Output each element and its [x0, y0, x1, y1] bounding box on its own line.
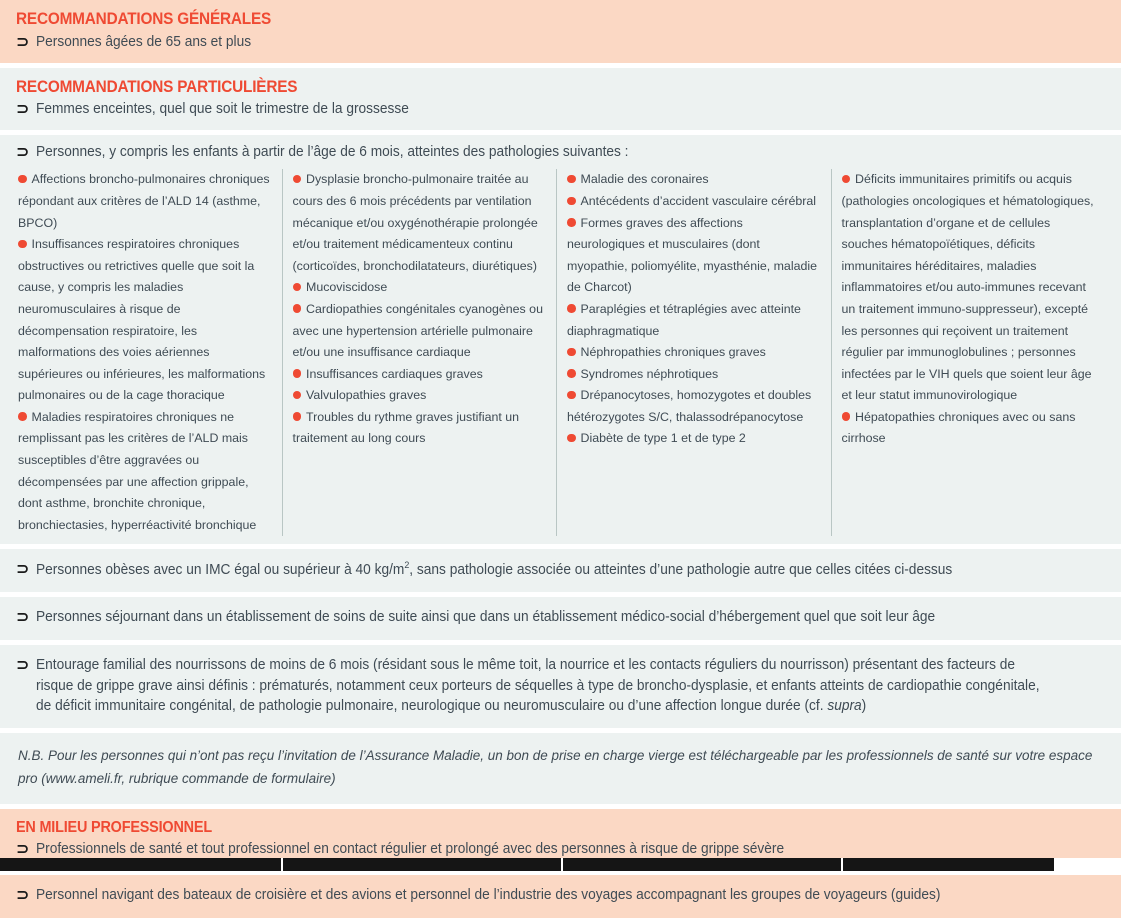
footer-strip — [0, 858, 1121, 871]
section-general — [0, 0, 1121, 63]
bullet-dot-icon — [842, 412, 851, 421]
section-travel-workers — [0, 875, 1121, 918]
pathology-bullet-text: Maladies respiratoires chroniques ne remplissant pas les critères de l’ALD mais susceptibles d’être aggravées ou décompensées par une affection grippale, dont asthme, bronchite chronique, bronchiectasies, hyperréactivité bronchique — [18, 409, 257, 532]
pathology-bullet — [567, 169, 820, 191]
arrow-icon: ⊃ — [16, 144, 30, 162]
pathologies-columns — [16, 169, 1105, 536]
pathology-bullet — [567, 342, 820, 364]
pathology-bullet-text: Néphropathies chroniques graves — [580, 345, 766, 360]
pathology-bullet — [18, 407, 271, 536]
infant-entourage-item-row — [16, 655, 1105, 716]
section-particular-title: RECOMMANDATIONS PARTICULIÈRES — [16, 77, 298, 96]
section-general-title: RECOMMANDATIONS GÉNÉRALES — [16, 10, 272, 28]
pathology-bullet-text: Syndromes néphrotiques — [580, 366, 719, 381]
arrow-icon: ⊃ — [16, 657, 30, 675]
footer-strip-cell — [283, 858, 563, 871]
infant-text-italic: supra — [827, 698, 863, 715]
pathology-bullet-text: Maladie des coronaires — [580, 172, 709, 187]
bullet-dot-icon — [567, 434, 576, 443]
arrow-icon: ⊃ — [16, 561, 30, 579]
obesity-text-part1: Personnes obèses avec un IMC égal ou supérieur à 40 kg/m — [36, 562, 405, 579]
infant-entourage-item-text — [36, 655, 1040, 716]
section-pathologies — [0, 135, 1121, 544]
infant-text-part1: Entourage familial des nourrissons de moins de 6 mois (résidant sous le même toit, la nourrice et les contacts réguliers du nourrisson) présentant des facteurs de risque de grippe grave ainsi définis : prématurés, notamment ceux porteurs de séquelles à type de broncho-dysplasie, et enfants atteints de cardiopathie congénitale, de déficit immunitaire congénital, de pathologie pulmonaire, neurologique ou neuromusculaire ou d’une affection longue durée (cf. — [36, 657, 1040, 715]
pathology-bullet — [842, 169, 1095, 406]
arrow-icon: ⊃ — [16, 841, 30, 859]
footer-strip-cell — [0, 858, 283, 871]
travel-workers-item-row — [16, 885, 1105, 907]
pathology-bullet-text: Dysplasie broncho-pulmonaire traitée au cours des 6 mois précédents par ventilation mécanique et/ou oxygénothérapie prolongée et/ou traitement médicamenteux continu (corticoïdes, bronchodilatateurs, diurétiques) — [292, 172, 538, 273]
pathology-bullet-text: Déficits immunitaires primitifs ou acquis (pathologies oncologiques et hématologiques, transplantation d’organe et de cellules souches hématopoïétiques, déficits immunitaires héréditaires, maladies inflammatoires et/ou auto-immunes recevant un traitement immuno-suppresseur), excepté les personnes qui reçoivent un traitement régulier par immunoglobulines ; personnes infectées par le VIH quels que soient leur âge et leur statut immunovirologique — [841, 172, 1094, 403]
bullet-dot-icon — [293, 412, 302, 421]
pathology-bullet-text: Affections broncho-pulmonaires chroniques répondant aux critères de l’ALD 14 (asthme, BPCO) — [18, 172, 270, 230]
pathology-bullet-text: Insuffisances cardiaques graves — [306, 366, 483, 381]
pathology-bullet — [293, 299, 546, 364]
section-obesity — [0, 549, 1121, 592]
pathologies-column — [557, 169, 832, 536]
bullet-dot-icon — [842, 175, 851, 184]
footer-strip-cell — [1056, 858, 1121, 871]
arrow-icon: ⊃ — [16, 33, 30, 51]
pathology-bullet — [18, 169, 271, 234]
bullet-dot-icon — [293, 304, 302, 313]
section-professional-title: EN MILIEU PROFESSIONNEL — [16, 818, 212, 836]
pathology-bullet-text: Valvulopathies graves — [306, 388, 427, 403]
obesity-item-row — [16, 559, 1105, 581]
pathologies-intro-row — [16, 142, 1105, 164]
pathology-bullet — [567, 191, 820, 213]
pathology-bullet — [293, 169, 546, 277]
obesity-exponent: 2 — [404, 560, 410, 572]
obesity-text-part2: , sans pathologie associée ou atteintes d’une pathologie autre que celles citées ci-dessus — [409, 562, 953, 579]
travel-workers-item-text: Personnel navigant des bateaux de croisière et des avions et personnel de l’industrie des voyages accompagnant les groupes de voyageurs (guides) — [36, 887, 941, 904]
bullet-dot-icon — [567, 304, 576, 313]
section-care-facility — [0, 597, 1121, 640]
pathology-bullet — [293, 364, 546, 386]
pathologies-column — [283, 169, 558, 536]
bullet-dot-icon — [567, 348, 576, 357]
bullet-dot-icon — [567, 218, 576, 227]
bullet-dot-icon — [293, 369, 302, 378]
pathology-bullet-text: Antécédents d’accident vasculaire cérébral — [580, 194, 817, 209]
pathology-bullet — [567, 364, 820, 386]
pathology-bullet-text: Diabète de type 1 et de type 2 — [580, 431, 746, 446]
pathology-bullet-text: Formes graves des affections neurologiques et musculaires (dont myopathie, poliomyélite, myasthénie, maladie de Charcot) — [567, 215, 818, 295]
pathology-bullet-text: Hépatopathies chroniques avec ou sans cirrhose — [841, 409, 1076, 446]
bullet-dot-icon — [567, 391, 576, 400]
health-workers-item-text: Professionnels de santé et tout professionnel en contact régulier et prolongé avec des personnes à risque de grippe sévère — [36, 841, 785, 858]
pathology-bullet-text: Paraplégies et tétraplégies avec atteinte diaphragmatique — [567, 301, 801, 338]
bullet-dot-icon — [293, 175, 302, 184]
pathology-bullet — [567, 428, 820, 450]
pathology-bullet — [293, 385, 546, 407]
section-nb-note — [0, 733, 1121, 804]
pathologies-column — [832, 169, 1106, 536]
pathology-bullet — [567, 213, 820, 299]
pathology-bullet — [842, 407, 1095, 450]
pathology-bullet-text: Troubles du rythme graves justifiant un traitement au long cours — [292, 409, 520, 446]
pathology-bullet — [293, 407, 546, 450]
bullet-dot-icon — [567, 175, 576, 184]
footer-strip-cell — [843, 858, 1056, 871]
bullet-dot-icon — [293, 391, 302, 400]
bullet-dot-icon — [567, 369, 576, 378]
pregnancy-item-row — [16, 99, 1105, 121]
nb-note-text: N.B. Pour les personnes qui n’ont pas reçu l’invitation de l’Assurance Maladie, un bon de prise en charge vierge est téléchargeable par les professionnels de santé sur votre espace pro (www.ameli.fr, rubrique commande de formulaire) — [18, 747, 1093, 787]
section-infant-entourage — [0, 645, 1121, 727]
pathology-bullet-text: Drépanocytoses, homozygotes et doubles hétérozygotes S/C, thalassodrépanocytose — [567, 388, 812, 424]
section-particular-header — [0, 68, 1121, 131]
arrow-icon: ⊃ — [16, 887, 30, 905]
bullet-dot-icon — [18, 240, 27, 249]
obesity-item-text — [36, 559, 1040, 580]
pathologies-intro-text: Personnes, y compris les enfants à partir de l’âge de 6 mois, atteintes des pathologies suivantes : — [36, 144, 629, 161]
arrow-icon: ⊃ — [16, 101, 30, 119]
bullet-dot-icon — [567, 197, 576, 206]
general-item-row — [16, 32, 1105, 54]
pregnancy-item-text: Femmes enceintes, quel que soit le trimestre de la grossesse — [36, 101, 410, 118]
bullet-dot-icon — [18, 175, 27, 184]
pathologies-column — [16, 169, 283, 536]
pathology-bullet-text: Insuffisances respiratoires chroniques obstructives ou retrictives quelle que soit la cause, y compris les maladies neuromusculaires à risque de décompensation respiratoire, les malformations des voies aériennes supérieures ou inférieures, les malformations pulmonaires ou de la cage thoracique — [18, 237, 266, 403]
general-item-text: Personnes âgées de 65 ans et plus — [36, 33, 252, 50]
care-facility-item-text: Personnes séjournant dans un établissement de soins de suite ainsi que dans un établissement médico-social d’hébergement quel que soit leur âge — [36, 609, 936, 626]
bullet-dot-icon — [293, 283, 302, 292]
pathology-bullet-text: Mucoviscidose — [306, 280, 388, 295]
pathology-bullet — [567, 299, 820, 342]
pathology-bullet — [293, 277, 546, 299]
infant-text-tail: ) — [862, 698, 867, 715]
pathology-bullet — [567, 385, 820, 428]
pathology-bullet-text: Cardiopathies congénitales cyanogènes ou avec une hypertension artérielle pulmonaire et/ou une insuffisance cardiaque — [292, 301, 543, 360]
care-facility-item-row — [16, 607, 1105, 629]
bullet-dot-icon — [18, 412, 27, 421]
arrow-icon: ⊃ — [16, 609, 30, 627]
footer-strip-cell — [563, 858, 843, 871]
pathology-bullet — [18, 234, 271, 407]
